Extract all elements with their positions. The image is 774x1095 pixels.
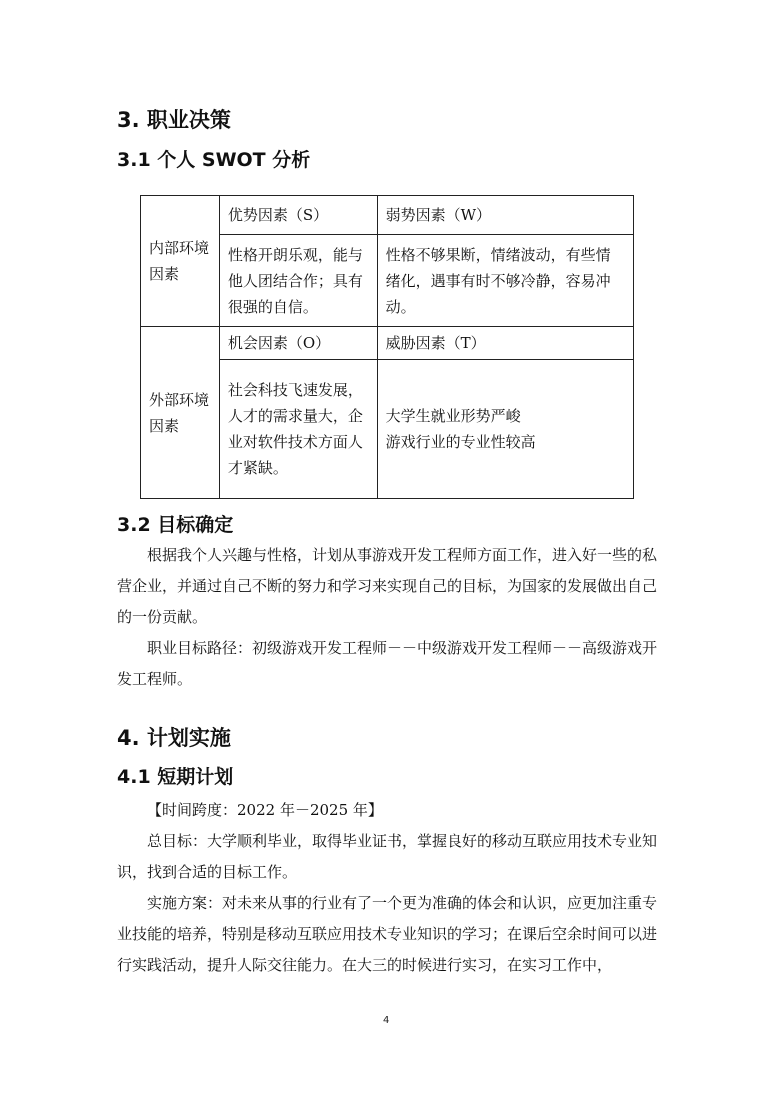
threats-cell bbox=[377, 360, 633, 499]
weaknesses-header: 弱势因素（W） bbox=[377, 196, 633, 235]
weaknesses-cell: 性格不够果断，情绪波动，有些情绪化，遇事有时不够冷静，容易冲动。 bbox=[377, 235, 633, 327]
overall-goal-paragraph: 总目标：大学顺利毕业，取得毕业证书，掌握良好的移动互联应用技术专业知识，找到合适的目标工作。 bbox=[117, 832, 658, 881]
page-number: 4 bbox=[383, 1015, 390, 1026]
strengths-header: 优势因素（S） bbox=[219, 196, 377, 235]
section-3-1-heading: 3.1 个人 SWOT 分析 bbox=[117, 149, 311, 171]
short-term-plan-body bbox=[117, 795, 661, 981]
section-3-heading: 3. 职业决策 bbox=[117, 108, 231, 132]
time-span: 【时间跨度：2022 年－2025 年】 bbox=[147, 801, 383, 819]
threat-item: 游戏行业的专业性较高 bbox=[385, 433, 536, 451]
threat-item: 大学生就业形势严峻 bbox=[385, 407, 521, 425]
threats-header: 威胁因素（T） bbox=[377, 327, 633, 360]
implementation-plan-paragraph: 实施方案：对未来从事的行业有了一个更为准确的体会和认识，应更加注重专业技能的培养，特别是移动互联应用技术专业知识的学习；在课后空余时间可以进行实践活动，提升人际交往能力。在大三的时候进行实习，在实习工作中， bbox=[117, 894, 658, 974]
goal-section-body bbox=[117, 540, 661, 695]
swot-table bbox=[140, 195, 634, 499]
section-3-2-heading: 3.2 目标确定 bbox=[117, 514, 234, 536]
goal-paragraph: 根据我个人兴趣与性格，计划从事游戏开发工程师方面工作，进入好一些的私营企业，并通过自己不断的努力和学习来实现自己的目标，为国家的发展做出自己的一份贡献。 bbox=[117, 546, 658, 626]
opportunities-cell: 社会科技飞速发展，人才的需求量大，企业对软件技术方面人才紧缺。 bbox=[219, 360, 377, 499]
strengths-cell: 性格开朗乐观，能与他人团结合作；具有很强的自信。 bbox=[219, 235, 377, 327]
opportunities-header: 机会因素（O） bbox=[219, 327, 377, 360]
career-path-paragraph: 职业目标路径：初级游戏开发工程师－－中级游戏开发工程师－－高级游戏开发工程师。 bbox=[117, 639, 658, 688]
external-factors-label: 外部环境因素 bbox=[141, 327, 220, 499]
section-4-heading: 4. 计划实施 bbox=[117, 726, 231, 750]
section-4-1-heading: 4.1 短期计划 bbox=[117, 766, 234, 788]
internal-factors-label: 内部环境因素 bbox=[141, 196, 220, 327]
